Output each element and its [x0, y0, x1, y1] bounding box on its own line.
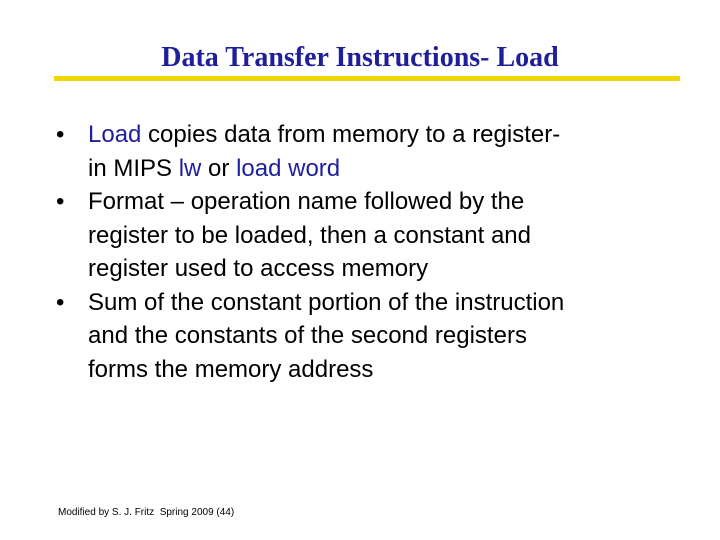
bullet-item	[56, 286, 676, 387]
bullet-list	[56, 118, 676, 386]
bullet-text: forms the memory address	[88, 355, 374, 383]
emphasized-term: Load	[88, 121, 142, 148]
bullet-text: copies data from memory to a register-	[141, 121, 561, 148]
bullet-marker: •	[56, 288, 65, 316]
emphasized-term: load word	[236, 154, 341, 182]
bullet-item	[56, 118, 676, 185]
bullet-item	[56, 185, 676, 286]
slide-title: Data Transfer Instructions- Load	[161, 42, 559, 73]
title-underline-rule	[54, 76, 680, 81]
bullet-text: register used to access memory	[88, 255, 429, 282]
bullet-text: in MIPS	[88, 154, 179, 182]
emphasized-term: lw	[178, 154, 202, 182]
slide-footer: Modified by S. J. Fritz Spring 2009 (44)	[58, 507, 235, 518]
bullet-text: Sum of the constant portion of the instruction	[88, 288, 565, 316]
bullet-marker: •	[56, 188, 65, 215]
bullet-marker: •	[56, 121, 65, 148]
bullet-text: register to be loaded, then a constant and	[88, 221, 531, 249]
bullet-text: and the constants of the second registers	[88, 322, 527, 349]
bullet-text: or	[201, 154, 237, 182]
bullet-text: Format – operation name followed by the	[88, 188, 525, 215]
